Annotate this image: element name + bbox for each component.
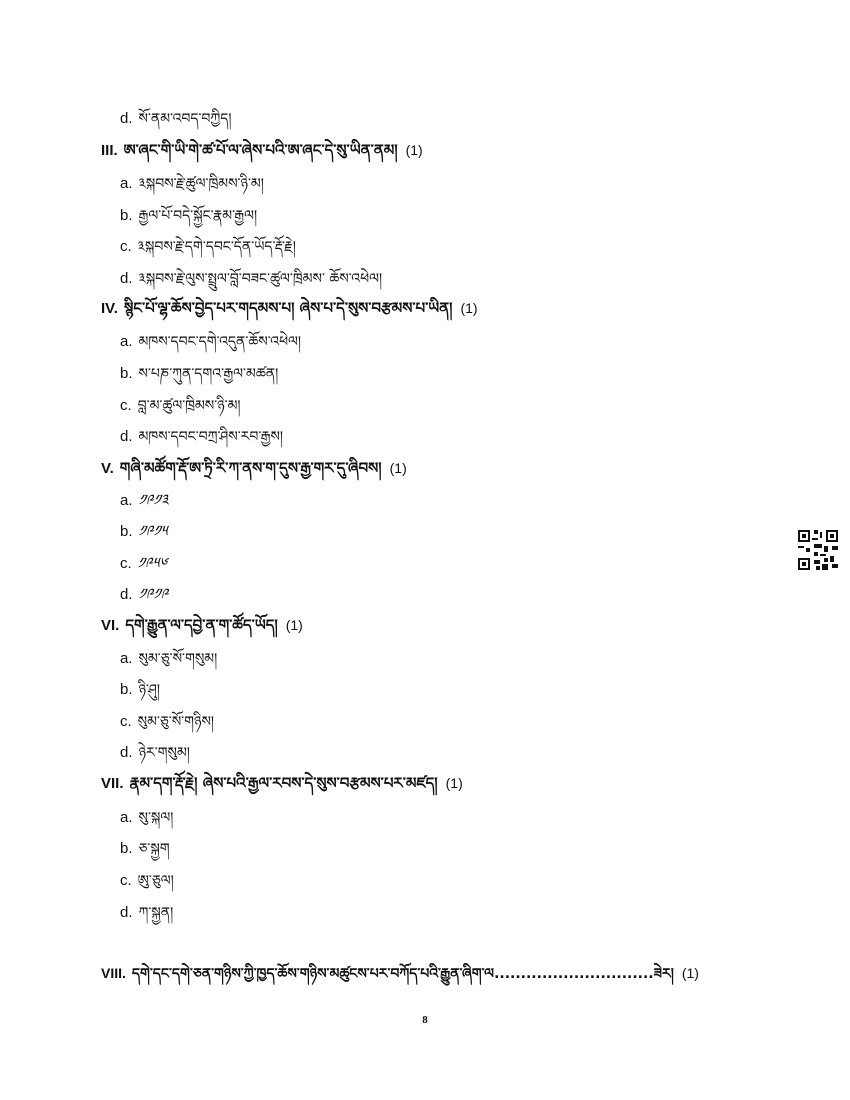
question-text: རྣམ་དག་རྡོ་རྗེ། ཞེས་པའི་རྒྱལ་རབས་དེ་སུས་བརྩམས་པར་མཛད། [129,774,438,792]
option-label: d. [120,428,133,445]
option-label: b. [120,681,133,698]
option-label: c. [120,713,132,730]
option-text: ༡༩༡༩ [138,585,169,603]
question-text: དགེ་དང་དགེ་ཅན་གཉིས་ཀྱི་ཁྱད་ཆོས་གཉིས་མཚུངས་པར་བཀོད་པའི་རྒྱུན་ཞིག་ལ [131,966,495,982]
question-text: སྙིང་པོ་ལྷ་ཆོས་བྱེད་པར་གདམས་པ། ཞེས་པ་དེ་སུས་བརྩམས་པ་ཡིན། [123,299,453,317]
option-text: མཁས་དབང་བཀྲ་ཤིས་རབ་རྒྱས། [138,429,284,445]
question-tail: ཟེར། [653,966,674,982]
option-label: d. [120,270,133,287]
question-number: VII. [101,775,124,792]
question-number: VIII. [101,965,126,981]
fill-in-blank: .............................. [494,966,654,982]
option-label: b. [120,840,133,857]
option-d [120,896,173,936]
question-number: V. [101,460,114,477]
option-text: ༡༩༡༥ [138,522,168,540]
option-label: c. [120,238,132,255]
option-text: ༣སྐབས་རྗེ་ལུས་སྤྲུལ་བློ་བཟང་ཚུལ་ཁྲིམས་ ཆོས་འཕེལ། [138,271,383,287]
option-text: ཉི་ཤུ། [138,682,160,698]
option-text: སུམ་ཅུ་སོ་གཉིས། [137,714,215,730]
option-text: ཅ་སྐྱག [138,841,170,857]
option-text: སོ་ནམ་འབད་བཀྱིད། [138,111,232,127]
option-text: རྒྱལ་པོ་བདེ་སྐྱོང་རྣམ་རྒྱལ། [138,208,258,224]
question-marks: (1) [405,142,423,158]
page-number: 8 [422,1014,428,1026]
option-label: c. [120,397,132,414]
option-text: ༣སྐབས་རྗེ་དགེ་དབང་དོན་ཡོད་རྡོ་རྗེ། [137,239,296,255]
qr-code-icon [798,530,838,570]
option-label: a. [120,333,133,350]
option-label: d. [120,744,133,761]
question-marks: (1) [389,460,407,476]
option-label: d. [120,586,133,603]
question-number: VI. [101,617,120,634]
option-label: a. [120,650,133,667]
option-label: d. [120,904,133,921]
option-label: a. [120,492,133,509]
option-text: ས་པཎ་ཀུན་དགའ་རྒྱལ་མཚན། [138,366,279,382]
question-viii [101,957,699,997]
question-number: III. [101,142,118,159]
option-label: b. [120,365,133,382]
option-text: སུམ་ཅུ་སོ་གསུམ། [138,651,218,667]
question-marks: (1) [460,300,478,316]
option-text: སུ་སྐལ། [138,810,174,826]
option-label: b. [120,207,133,224]
option-text: ༣སྐབས་རྗེ་ཚུལ་ཁྲིམས་ཉི་མ། [138,176,264,192]
option-text: ཨུ་ཅུལ། [137,873,174,889]
option-label: c. [120,555,132,572]
option-label: d. [120,110,133,127]
option-label: c. [120,872,132,889]
question-marks: (1) [445,775,463,791]
option-text: ༡༩༥༦ [137,554,167,572]
question-text: ཨ་ཞང་གི་ཡི་གེ་ཚ་པོ་ལ་ཞེས་པའི་ཨ་ཞང་དེ་སུ་ཡིན་ནམ། [123,141,398,159]
question-number: IV. [101,300,118,317]
option-text: ༡༩༡༣ [138,491,169,509]
option-label: b. [120,523,133,540]
question-marks: (1) [681,965,699,981]
option-text: བླ་མ་ཚུལ་ཁྲིམས་ཉི་མ། [137,398,241,414]
option-text: ཀ་སྐྱན། [138,905,174,921]
question-text: དགེ་རྒྱུན་ལ་དབྱེ་ན་ག་ཚོད་ཡོད། [125,616,278,634]
question-text: གཞི་མཚོག་རྡོ་ཨ་ཏྲི་རི་ཀ་ནས་ག་དུས་རྒྱ་གར་དུ་ཞིབས། [119,459,382,477]
option-text: ཉེར་གསུམ། [138,745,190,761]
question-marks: (1) [285,617,303,633]
option-label: a. [120,175,133,192]
option-label: a. [120,809,133,826]
option-text: མཁས་དབང་དགེ་འདུན་ཆོས་འཕེལ། [138,334,302,350]
